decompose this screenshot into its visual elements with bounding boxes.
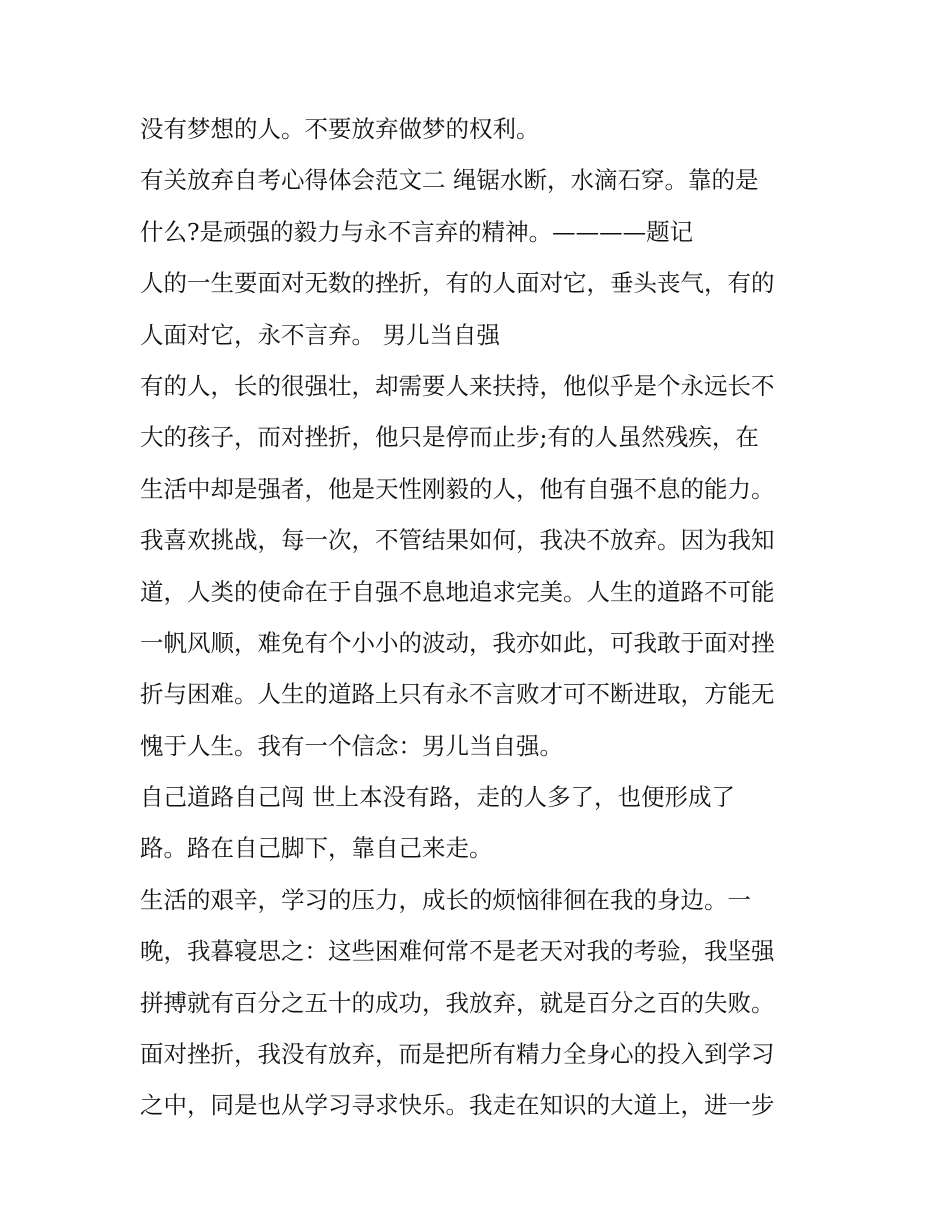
text-line: 愧于人生。我有一个信念：男儿当自强。 <box>140 731 563 760</box>
text-line: 没有梦想的人。不要放弃做梦的权利。 <box>140 115 540 143</box>
text-line: 拼搏就有百分之五十的成功，我放弃，就是百分之百的失败。 <box>140 988 775 1017</box>
text-line: 人面对它，永不言弃。 男儿当自强 <box>140 320 500 349</box>
text-line: 生活的艰辛，学习的压力，成长的烦恼徘徊在我的身边。一 <box>140 885 751 914</box>
text-line: 人的一生要面对无数的挫折，有的人面对它，垂头丧气，有的 <box>140 269 775 298</box>
text-line: 生活中却是强者，他是天性刚毅的人，他有自强不息的能力。 <box>140 474 775 503</box>
text-line: 面对挫折，我没有放弃，而是把所有精力全身心的投入到学习 <box>140 1040 775 1069</box>
text-line: 一帆风顺，难免有个小小的波动，我亦如此，可我敢于面对挫 <box>140 628 775 657</box>
body-text <box>140 104 820 1132</box>
text-line: 有的人，长的很强壮，却需要人来扶持，他似乎是个永远长不 <box>140 371 775 400</box>
text-line: 折与困难。人生的道路上只有永不言败才可不断进取，方能无 <box>140 680 775 709</box>
text-line: 大的孩子，而对挫折，他只是停而止步;有的人虽然残疾，在 <box>140 423 759 452</box>
text-line: 之中，同是也从学习寻求快乐。我走在知识的大道上，进一步 <box>140 1091 775 1120</box>
text-line: 自己道路自己闯 世上本没有路，走的人多了，也便形成了 <box>140 783 735 812</box>
text-line: 晚，我暮寝思之：这些困难何常不是老天对我的考验，我坚强 <box>140 937 775 966</box>
text-line: 我喜欢挑战，每一次，不管结果如何，我决不放弃。因为我知 <box>140 526 775 555</box>
text-line: 道，人类的使命在于自强不息地追求完美。人生的道路不可能 <box>140 577 775 606</box>
text-line: 路。路在自己脚下，靠自己来走。 <box>140 834 493 863</box>
text-line: 有关放弃自考心得体会范文二 绳锯水断，水滴石穿。靠的是 <box>140 166 759 195</box>
text-line: 什么?是顽强的毅力与永不言弃的精神。————题记 <box>140 217 694 246</box>
